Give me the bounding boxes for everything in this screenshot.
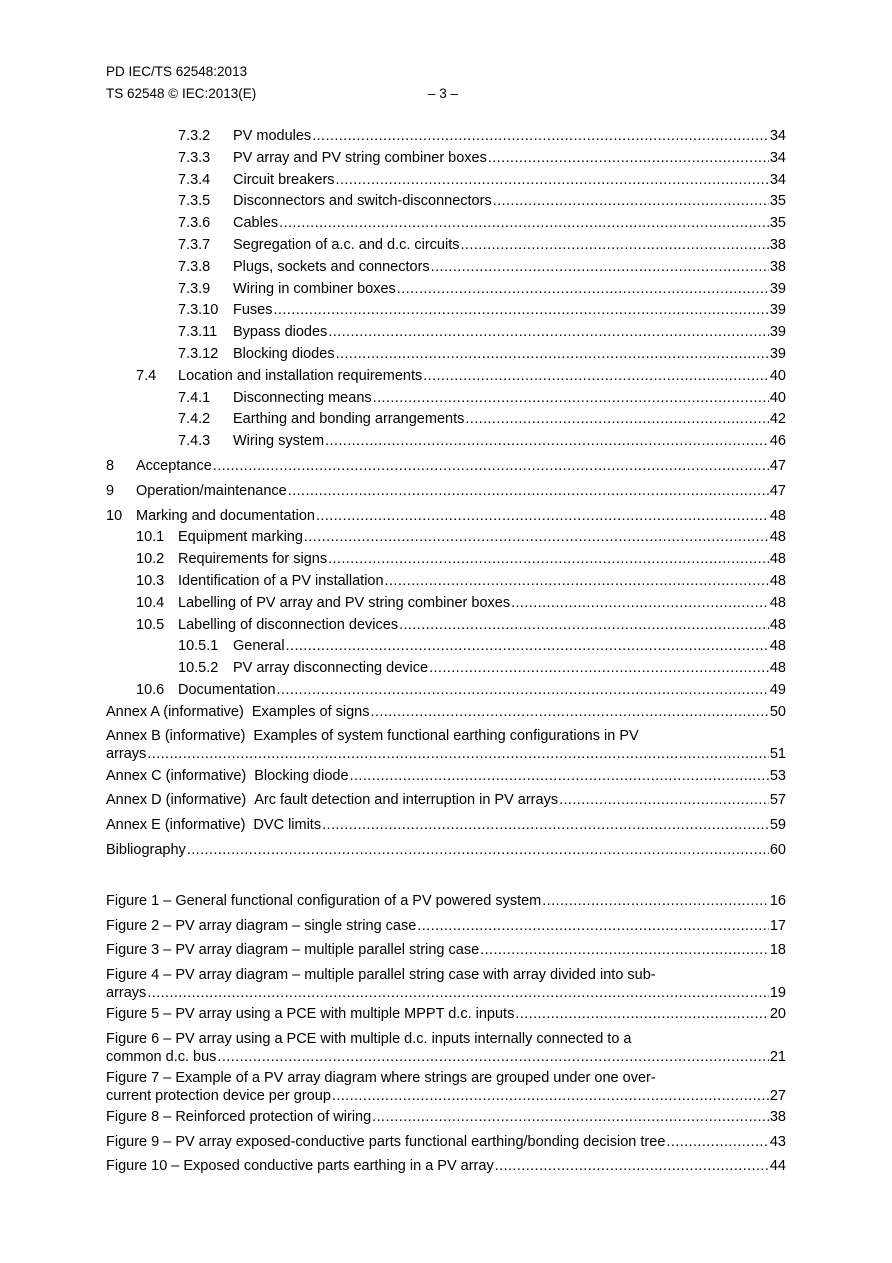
annex-entry[interactable] — [106, 790, 786, 812]
toc-entry[interactable] — [106, 658, 786, 680]
annex-entry[interactable] — [106, 766, 786, 788]
leader-dots — [493, 191, 769, 213]
toc-entry[interactable] — [106, 481, 786, 503]
leader-dots — [332, 1087, 769, 1105]
figure-entry[interactable] — [106, 966, 786, 1002]
section-spacer — [106, 862, 786, 889]
bibliography-page: 60 — [769, 841, 786, 858]
annex-entry[interactable] — [106, 815, 786, 837]
toc-title: Labelling of PV array and PV string combiner boxes — [178, 594, 511, 611]
leader-dots — [666, 1130, 768, 1155]
toc-page: 48 — [769, 594, 786, 611]
toc-number: 7.3.3 — [178, 149, 211, 166]
toc-title: PV array and PV string combiner boxes — [233, 149, 487, 166]
annex-label: Annex D (informative) — [106, 792, 247, 809]
leader-dots — [217, 1048, 768, 1066]
figure-title-continued: arrays — [106, 985, 147, 1002]
toc-title: Labelling of disconnection devices — [178, 616, 399, 633]
toc-title: Equipment marking — [178, 529, 303, 546]
toc-entry[interactable] — [106, 300, 786, 322]
leader-dots — [429, 658, 769, 680]
toc-number: 10.1 — [136, 529, 165, 546]
figure-title: Figure 8 – Reinforced protection of wiring — [106, 1108, 372, 1125]
leader-dots — [397, 279, 769, 301]
figure-entry[interactable] — [106, 914, 786, 939]
toc-title: Wiring in combiner boxes — [233, 280, 396, 297]
toc-entry[interactable] — [106, 549, 786, 571]
toc-page: 48 — [769, 507, 786, 524]
toc-page: 47 — [769, 482, 786, 499]
toc-page: 38 — [769, 258, 786, 275]
toc-entry[interactable] — [106, 148, 786, 170]
leader-dots — [480, 938, 769, 963]
toc-number: 7.3.8 — [178, 258, 211, 275]
toc-entry[interactable] — [106, 126, 786, 148]
annex-page: 53 — [769, 767, 786, 784]
toc-title: PV modules — [233, 128, 312, 144]
toc-title: PV array disconnecting device — [233, 660, 429, 677]
toc-number: 10.5.1 — [178, 638, 219, 655]
figure-entry[interactable] — [106, 889, 786, 914]
leader-dots — [286, 636, 769, 658]
leader-dots — [373, 388, 769, 410]
figure-entry[interactable] — [106, 1154, 786, 1179]
toc-title: Bypass diodes — [233, 324, 328, 341]
toc-number: 10.4 — [136, 594, 165, 611]
bibliography-title: Bibliography — [106, 841, 186, 858]
figure-entry[interactable] — [106, 1030, 786, 1066]
annex-title: Examples of signs — [251, 703, 370, 720]
toc-page: 47 — [769, 457, 786, 474]
figure-entry[interactable] — [106, 1130, 786, 1155]
annex-page: 50 — [769, 703, 786, 720]
toc-number: 10.6 — [136, 681, 165, 698]
toc-title: Documentation — [178, 681, 276, 698]
leader-dots — [495, 1154, 769, 1179]
toc-entry[interactable] — [106, 456, 786, 478]
toc-entry[interactable] — [106, 170, 786, 192]
toc-entry[interactable] — [106, 279, 786, 301]
toc-entry[interactable] — [106, 506, 786, 528]
toc-page: 34 — [769, 171, 786, 188]
toc-page: 34 — [769, 149, 786, 166]
toc-page: 34 — [769, 128, 786, 144]
leader-dots — [274, 300, 769, 322]
toc-entry[interactable] — [106, 593, 786, 615]
leader-dots — [461, 235, 769, 257]
leader-dots — [488, 148, 769, 170]
leader-dots — [187, 840, 769, 862]
toc-title: Plugs, sockets and connectors — [233, 258, 430, 275]
toc-title: Disconnectors and switch-disconnectors — [233, 193, 492, 210]
leader-dots — [511, 593, 769, 615]
toc-title: Earthing and bonding arrangements — [233, 411, 465, 428]
toc-page: 40 — [769, 389, 786, 406]
toc-number: 7.3.2 — [178, 128, 211, 144]
leader-dots — [279, 213, 769, 235]
annex-title: Arc fault detection and interruption in PV arrays — [254, 792, 559, 809]
toc-number: 7.3.5 — [178, 193, 211, 210]
leader-dots — [147, 745, 769, 763]
toc-entry[interactable] — [106, 680, 786, 702]
toc-entry[interactable] — [106, 344, 786, 366]
leader-dots — [385, 571, 769, 593]
annex-entry[interactable] — [106, 727, 786, 763]
leader-dots — [515, 1002, 769, 1027]
leader-dots — [213, 456, 769, 478]
toc-number: 7.3.10 — [178, 302, 219, 319]
toc-number: 7.3.9 — [178, 280, 211, 297]
annex-page: 59 — [769, 817, 786, 834]
toc-title: Requirements for signs — [178, 551, 328, 568]
toc-title: Identification of a PV installation — [178, 572, 384, 589]
annex-title: Examples of system functional earthing configurations in PV — [253, 727, 639, 744]
figure-page: 27 — [769, 1087, 786, 1104]
figure-page: 19 — [769, 985, 786, 1002]
toc-entry[interactable] — [106, 571, 786, 593]
leader-dots — [288, 481, 769, 503]
leader-dots — [559, 790, 769, 812]
toc-title: Blocking diodes — [233, 345, 335, 362]
toc-entry[interactable] — [106, 191, 786, 213]
annex-label: Annex C (informative) — [106, 767, 247, 784]
toc-entry[interactable] — [106, 409, 786, 431]
page-number: – 3 – — [428, 86, 459, 101]
toc-entry[interactable] — [106, 388, 786, 410]
toc-page: 39 — [769, 345, 786, 362]
figure-entry[interactable] — [106, 1069, 786, 1105]
leader-dots — [312, 126, 769, 148]
leader-dots — [328, 549, 769, 571]
toc-page: 39 — [769, 324, 786, 341]
toc-entry[interactable] — [106, 213, 786, 235]
leader-dots — [304, 527, 769, 549]
toc-number: 7.4 — [136, 367, 157, 384]
toc-page: 39 — [769, 302, 786, 319]
toc-entry[interactable] — [106, 431, 786, 453]
toc-entry[interactable] — [106, 636, 786, 658]
document-id: PD IEC/TS 62548:2013 — [106, 64, 248, 79]
leader-dots — [336, 344, 769, 366]
toc-page: 39 — [769, 280, 786, 297]
figure-title: Figure 7 – Example of a PV array diagram where strings are grouped under one over- — [106, 1069, 656, 1086]
copyright-line: TS 62548 © IEC:2013(E) — [106, 86, 257, 101]
annex-label: Annex E (informative) — [106, 817, 246, 834]
figure-page: 43 — [769, 1133, 786, 1150]
toc-title: Cables — [233, 215, 279, 232]
figure-page: 17 — [769, 917, 786, 934]
leader-dots — [147, 984, 769, 1002]
figure-title: Figure 9 – PV array exposed-conductive parts functional earthing/bonding decision tree — [106, 1133, 666, 1150]
toc-title: Fuses — [233, 302, 273, 319]
annex-title: DVC limits — [253, 817, 322, 834]
leader-dots — [322, 815, 769, 837]
toc-page: 42 — [769, 411, 786, 428]
annex-page: 51 — [769, 745, 786, 762]
leader-dots — [417, 914, 769, 939]
annex-entry[interactable] — [106, 702, 786, 724]
toc-entry[interactable] — [106, 257, 786, 279]
toc-number: 7.3.7 — [178, 236, 211, 253]
toc-number: 9 — [106, 482, 115, 499]
annex-label: Annex A (informative) — [106, 703, 244, 720]
toc-title: Wiring system — [233, 433, 325, 450]
leader-dots — [316, 506, 769, 528]
toc-title: Segregation of a.c. and d.c. circuits — [233, 236, 460, 253]
toc-page: 35 — [769, 193, 786, 210]
leader-dots — [372, 1105, 769, 1130]
toc-entry[interactable] — [106, 527, 786, 549]
figure-page: 20 — [769, 1006, 786, 1023]
leader-dots — [371, 702, 769, 724]
toc-number: 10.5.2 — [178, 660, 219, 677]
toc-title: Disconnecting means — [233, 389, 372, 406]
figure-title-continued: common d.c. bus — [106, 1048, 217, 1065]
toc-title: Marking and documentation — [136, 507, 315, 524]
toc-page: 48 — [769, 660, 786, 677]
toc-number: 7.4.1 — [178, 389, 211, 406]
toc-title: Acceptance — [136, 457, 212, 474]
toc-page: 35 — [769, 215, 786, 232]
figure-title-continued: current protection device per group — [106, 1087, 331, 1104]
figure-page: 21 — [769, 1048, 786, 1065]
annex-label: Annex B (informative) — [106, 727, 246, 744]
toc-number: 7.3.11 — [178, 324, 218, 341]
toc-number: 7.3.6 — [178, 215, 211, 232]
leader-dots — [399, 615, 769, 637]
figure-title: Figure 6 – PV array using a PCE with multiple d.c. inputs internally connected to a — [106, 1030, 632, 1047]
annex-page: 57 — [769, 792, 786, 809]
annex-title: Blocking diode — [254, 767, 349, 784]
toc-entry[interactable] — [106, 322, 786, 344]
toc-number: 10.2 — [136, 551, 165, 568]
leader-dots — [423, 366, 769, 388]
annex-title-continued: arrays — [106, 745, 147, 762]
toc-page: 40 — [769, 367, 786, 384]
figure-entry[interactable] — [106, 1002, 786, 1027]
toc-number: 7.4.2 — [178, 411, 211, 428]
toc-page: 49 — [769, 681, 786, 698]
leader-dots — [277, 680, 769, 702]
leader-dots — [542, 889, 769, 914]
toc-page: 48 — [769, 638, 786, 655]
figure-page: 38 — [769, 1108, 786, 1125]
toc-page: 38 — [769, 236, 786, 253]
toc-number: 7.3.4 — [178, 171, 211, 188]
toc-entry[interactable] — [106, 366, 786, 388]
toc-number: 7.3.12 — [178, 345, 219, 362]
toc-number: 10.3 — [136, 572, 165, 589]
toc-page: 48 — [769, 529, 786, 546]
toc-page: 46 — [769, 433, 786, 450]
leader-dots — [328, 322, 769, 344]
bibliography-entry[interactable] — [106, 840, 786, 862]
toc-title: Location and installation requirements — [178, 367, 423, 384]
toc-page: 48 — [769, 616, 786, 633]
toc-entry[interactable] — [106, 235, 786, 257]
figure-title: Figure 1 – General functional configuration of a PV powered system — [106, 892, 542, 909]
toc-title: General — [233, 638, 285, 655]
leader-dots — [431, 257, 769, 279]
figure-page: 16 — [769, 892, 786, 909]
leader-dots — [350, 766, 769, 788]
figure-title: Figure 2 – PV array diagram – single string case — [106, 917, 417, 934]
toc-page: 48 — [769, 551, 786, 568]
figure-entry[interactable] — [106, 938, 786, 963]
leader-dots — [336, 170, 769, 192]
toc-title: Operation/maintenance — [136, 482, 287, 499]
toc-number: 7.4.3 — [178, 433, 211, 450]
figure-page: 18 — [769, 942, 786, 959]
toc-entry[interactable] — [106, 615, 786, 637]
toc-number: 8 — [106, 457, 115, 474]
leader-dots — [325, 431, 769, 453]
figure-title: Figure 4 – PV array diagram – multiple parallel string case with array divided into sub- — [106, 967, 656, 984]
figure-page: 44 — [769, 1158, 786, 1175]
leader-dots — [465, 409, 769, 431]
toc-page: 48 — [769, 572, 786, 589]
figure-entry[interactable] — [106, 1105, 786, 1130]
figure-title: Figure 3 – PV array diagram – multiple parallel string case — [106, 942, 480, 959]
table-of-contents — [106, 126, 786, 1179]
toc-number: 10.5 — [136, 616, 165, 633]
figure-title: Figure 5 – PV array using a PCE with multiple MPPT d.c. inputs — [106, 1006, 515, 1023]
figure-title: Figure 10 – Exposed conductive parts earthing in a PV array — [106, 1158, 494, 1175]
toc-title: Circuit breakers — [233, 171, 335, 188]
toc-number: 10 — [106, 507, 123, 524]
